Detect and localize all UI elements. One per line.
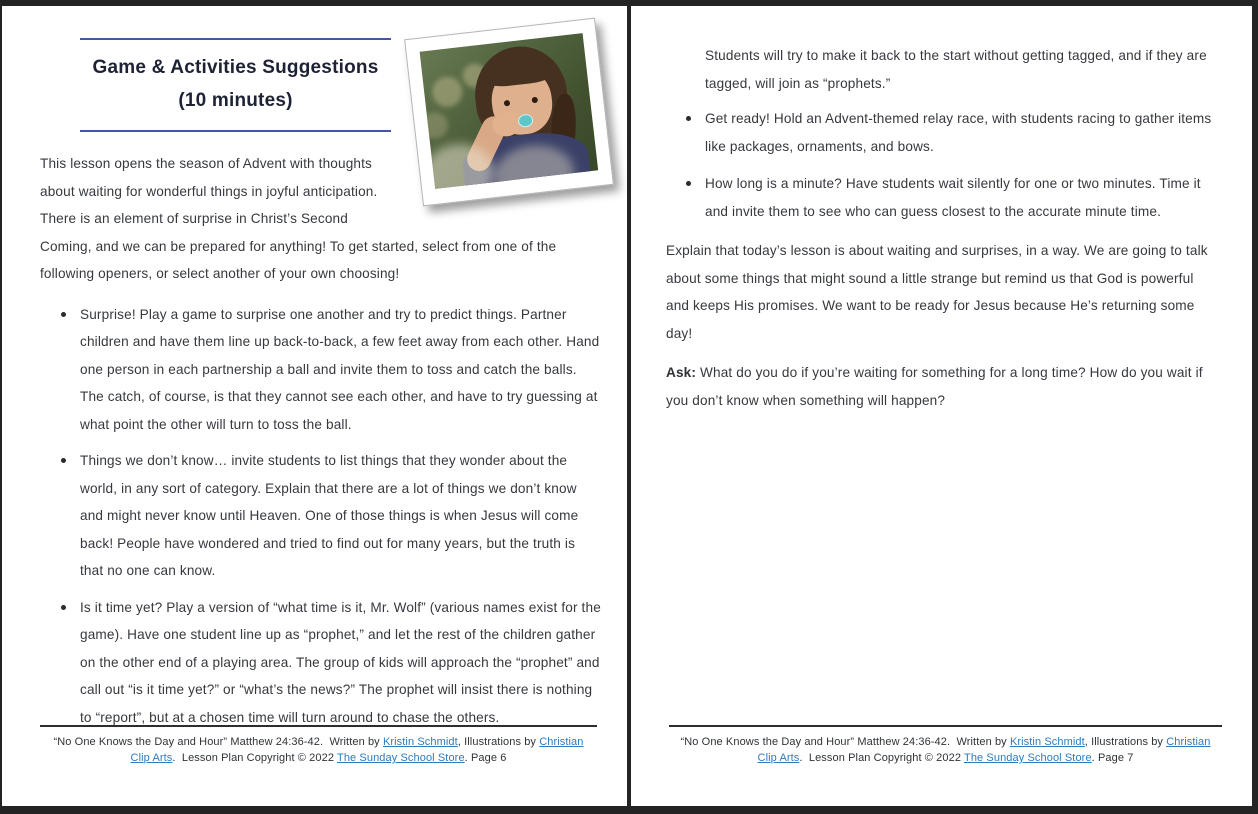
footer-line-1 (669, 734, 1222, 750)
page-title-line2: (10 minutes) (178, 90, 293, 111)
footer-copyright-text: . Lesson Plan Copyright © 2022 (172, 752, 337, 764)
title-rule-bottom (80, 130, 391, 132)
ask-question-text: What do you do if you’re waiting for something for a long time? How do you wait if you don’t know when something will happen? (666, 365, 1203, 408)
footer-page-number: . Page 6 (464, 752, 507, 764)
footer-page-number: . Page 7 (1091, 752, 1134, 764)
footer-line-1 (40, 734, 597, 750)
page-footer (669, 725, 1222, 766)
bokeh-circle (431, 75, 464, 108)
ask-label: Ask: (666, 365, 697, 380)
girl-blowing-bubbles-photo (420, 33, 599, 189)
footer-citation-text: “No One Knows the Day and Hour” Matthew 24:36-42. Written by (680, 736, 1010, 748)
bullet-item-get-ready: Get ready! Hold an Advent-themed relay race, with students racing to gather items like packages, ornaments, and bows. (705, 105, 1215, 160)
ask-paragraph (666, 359, 1215, 414)
footer-line-2 (669, 750, 1222, 766)
store-link[interactable]: The Sunday School Store (964, 752, 1092, 764)
illustrator-link-part2[interactable]: Clip Arts (130, 752, 173, 764)
page-7-content (631, 6, 1252, 414)
page-title (80, 51, 402, 117)
page-title-line1: Game & Activities Suggestions (92, 57, 379, 78)
footer-text: , Illustrations by (1084, 736, 1167, 748)
illustrator-link-part1[interactable]: Christian (539, 736, 584, 748)
bullet-item-things-we-dont-know: Things we don’t know… invite students to list things that they wonder about the world, in any sort of category. Explain that there are a lot of things we don’t know and might never know until Heaven. One of those things is when Jesus will come back! People have wondered and tried to find out for many years, but the truth is that no one can know. (80, 447, 602, 585)
author-link[interactable]: Kristin Schmidt (382, 736, 458, 748)
section-title-block (80, 38, 402, 132)
page-7 (631, 6, 1252, 806)
illustrator-link-part2[interactable]: Clip Arts (757, 752, 800, 764)
openers-bullet-list (2, 301, 627, 732)
bullet-item-how-long-is-a-minute: How long is a minute? Have students wait silently for one or two minutes. Time it and invite them to see who can guess closest to the accurate minute time. (705, 170, 1215, 225)
footer-line-2 (40, 750, 597, 766)
page-footer (40, 725, 597, 766)
title-rule-top (80, 38, 391, 40)
openers-bullet-list-continued (666, 105, 1215, 225)
bullet-item-is-it-time-yet: Is it time yet? Play a version of “what time is it, Mr. Wolf” (various names exist for the game). Have one student line up as “prophet,” and let the rest of the children gather on the other end of a playing area. The group of kids will approach the “prophet” and call out “is it time yet?” or “what’s the news?” The prophet will insist there is nothing to “report”, but at a chosen time will turn around to chase the others. (80, 594, 602, 732)
intro-paragraph: This lesson opens the season of Advent with thoughts about waiting for wonderful things in joyful anticipation. There is an element of surprise in Christ’s Second Coming, and we can be prepared for anything! To get started, select from one of the following openers, or select another of your own choosing! (40, 156, 557, 281)
page-6 (2, 6, 627, 806)
explain-paragraph: Explain that today’s lesson is about waiting and surprises, in a way. We are going to talk about some things that might sound a little strange but remind us that God is powerful and keeps His promises. We want to be ready for Jesus because He’s returning some day! (666, 243, 1208, 341)
footer-text: , Illustrations by (457, 736, 540, 748)
polaroid-frame (404, 18, 614, 207)
footer-citation-text: “No One Knows the Day and Hour” Matthew 24:36-42. Written by (53, 736, 383, 748)
bullet-continuation-paragraph: Students will try to make it back to the start without getting tagged, and if they are tagged, will join as “prophets.” (705, 48, 1207, 91)
store-link[interactable]: The Sunday School Store (337, 752, 465, 764)
bullet-item-surprise: Surprise! Play a game to surprise one another and try to predict things. Partner children and have them line up back-to-back, a few feet away from each other. Hand one person in each partnership a ball and invite them to toss and catch the balls. The catch, of course, is that they cannot see each other, and have to try guessing at what point the other will turn to toss the ball. (80, 301, 602, 439)
bokeh-circle (421, 111, 450, 140)
footer-copyright-text: . Lesson Plan Copyright © 2022 (799, 752, 964, 764)
author-link[interactable]: Kristin Schmidt (1009, 736, 1085, 748)
photo-container (397, 14, 619, 214)
illustrator-link-part1[interactable]: Christian (1166, 736, 1211, 748)
